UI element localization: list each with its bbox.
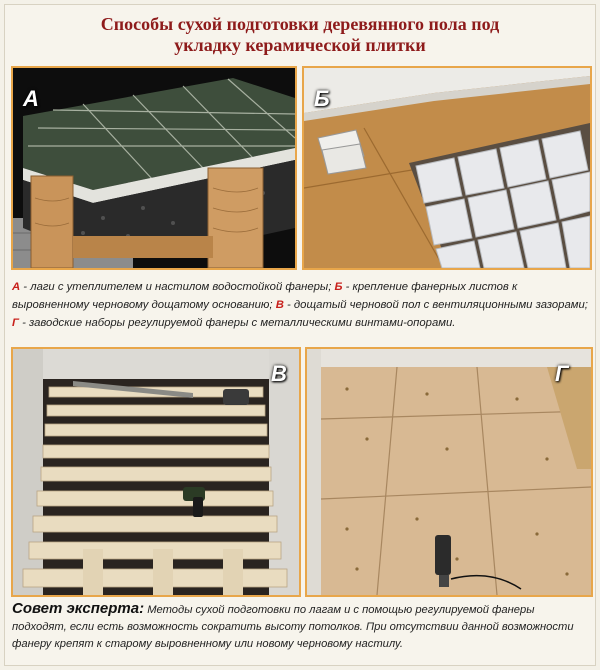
panel-v-label: В — [271, 361, 287, 386]
caption-key-a: А — [12, 281, 21, 293]
plywood-tiles-photo — [304, 68, 590, 268]
page-title — [0, 14, 600, 56]
panel-g-adjustable-plywood — [305, 347, 593, 597]
title-line-1: Способы сухой подготовки деревянного пола под — [100, 14, 500, 34]
advice-text: Методы сухой подготовки по лагам и с помощью регулируемой фанеры подходят, если есть возможность сократить высоту потолков. При отсутствии данной возможности фанеру крепят к старому выровненному или новому черновому настилу. — [12, 604, 574, 650]
caption-text-g: - заводские наборы регулируемой фанеры с металлическими винтами-опорами. — [18, 317, 456, 329]
joists-illustration — [13, 68, 295, 268]
caption-key-v: В — [275, 299, 284, 311]
panel-a-label: А — [23, 86, 39, 111]
advice-heading: Совет эксперта: — [12, 600, 145, 617]
panel-v-board-subfloor — [11, 347, 301, 597]
panel-b-label: Б — [314, 86, 330, 111]
caption-text-a: - лаги с утеплителем и настилом водостойкой фанеры; — [20, 281, 335, 293]
figure-caption — [12, 278, 588, 332]
caption-key-b: Б — [334, 281, 343, 293]
panel-a-joists — [11, 66, 297, 270]
panel-b-plywood-subfloor — [302, 66, 592, 270]
caption-text-b: - крепление фанерных листов к выровненному черновому дощатому основанию; — [12, 281, 518, 311]
adjustable-plywood-photo — [307, 349, 591, 595]
panel-g-label: Г — [555, 361, 569, 386]
title-line-2: укладку керамической плитки — [174, 35, 426, 55]
caption-key-g: Г — [12, 317, 19, 329]
caption-text-v: - дощатый черновой пол с вентиляционными зазорами; — [283, 299, 588, 311]
board-subfloor-photo — [13, 349, 299, 595]
expert-advice — [12, 600, 592, 653]
